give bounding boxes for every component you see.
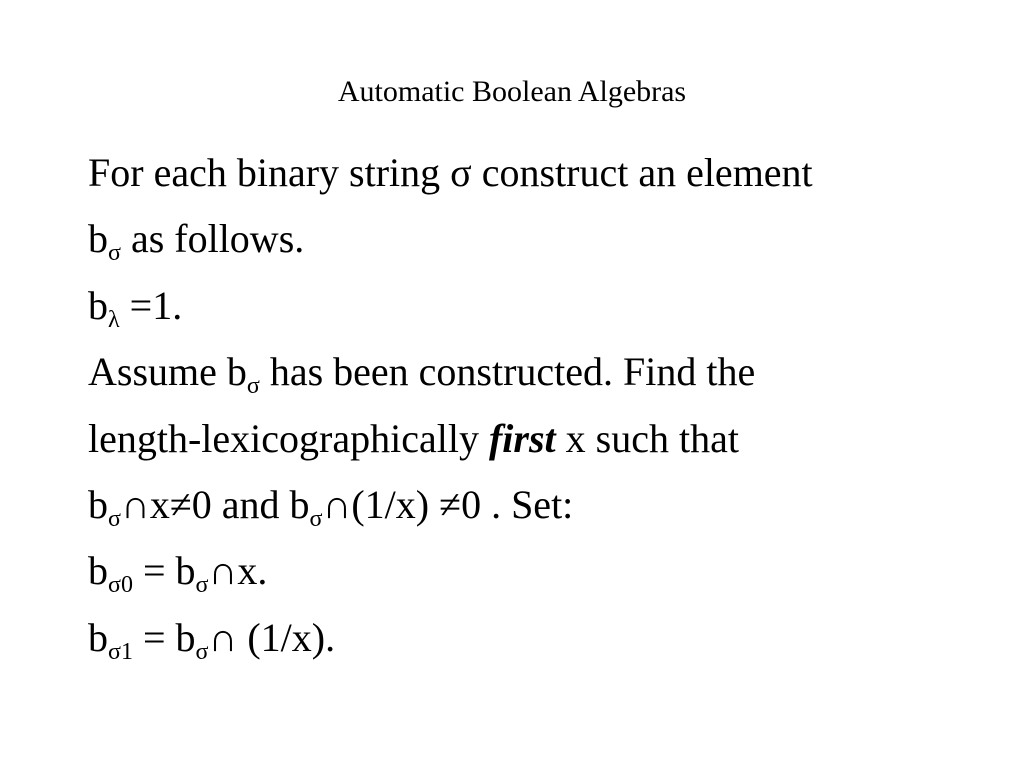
- sigma-subscript: σ: [195, 572, 209, 599]
- line-2-text: as follows.: [120, 216, 305, 262]
- b-symbol: b: [226, 349, 247, 395]
- line-8-end: ∩ (1/x).: [208, 614, 336, 660]
- b-symbol: b: [175, 548, 196, 594]
- line-7: [88, 538, 988, 604]
- line-7-end: ∩x.: [208, 548, 268, 594]
- line-5-post: x such that: [555, 415, 739, 461]
- line-6-a: ∩x≠0 and: [120, 481, 290, 527]
- lambda-subscript: λ: [108, 306, 120, 333]
- b-symbol: b: [289, 481, 310, 527]
- sigma-subscript: σ: [108, 240, 121, 267]
- sigma-subscript: σ: [246, 373, 260, 400]
- line-8: [88, 605, 988, 671]
- b-symbol: b: [88, 282, 108, 328]
- emphasis-first: first: [488, 415, 556, 461]
- b-symbol: b: [88, 216, 108, 262]
- sigma1-subscript: σ1: [108, 638, 133, 665]
- slide-body: [88, 140, 988, 671]
- b-symbol: b: [88, 614, 108, 660]
- equals: =: [132, 548, 176, 594]
- sigma-subscript: σ: [108, 505, 121, 532]
- line-6-b: ∩(1/x) ≠0 . Set:: [322, 481, 574, 527]
- sigma0-subscript: σ0: [108, 572, 133, 599]
- line-2: [88, 206, 988, 272]
- b-symbol: b: [88, 481, 108, 527]
- line-3-text: =1.: [119, 282, 183, 328]
- line-4-pre: Assume: [88, 349, 227, 395]
- sigma-subscript: σ: [309, 505, 323, 532]
- line-5-pre: length-lexicographically: [88, 415, 489, 461]
- line-1: [88, 140, 988, 206]
- equals: =: [132, 614, 176, 660]
- line-5: [88, 406, 988, 472]
- b-symbol: b: [175, 614, 196, 660]
- line-4-post: has been constructed. Find the: [259, 349, 756, 395]
- line-1-text: For each binary string σ construct an element: [88, 150, 813, 195]
- line-4: [88, 339, 988, 405]
- sigma-subscript: σ: [195, 638, 209, 665]
- line-6: [88, 472, 988, 538]
- line-3: [88, 273, 988, 339]
- b-symbol: b: [88, 548, 108, 594]
- slide-title: Automatic Boolean Algebras: [337, 75, 687, 108]
